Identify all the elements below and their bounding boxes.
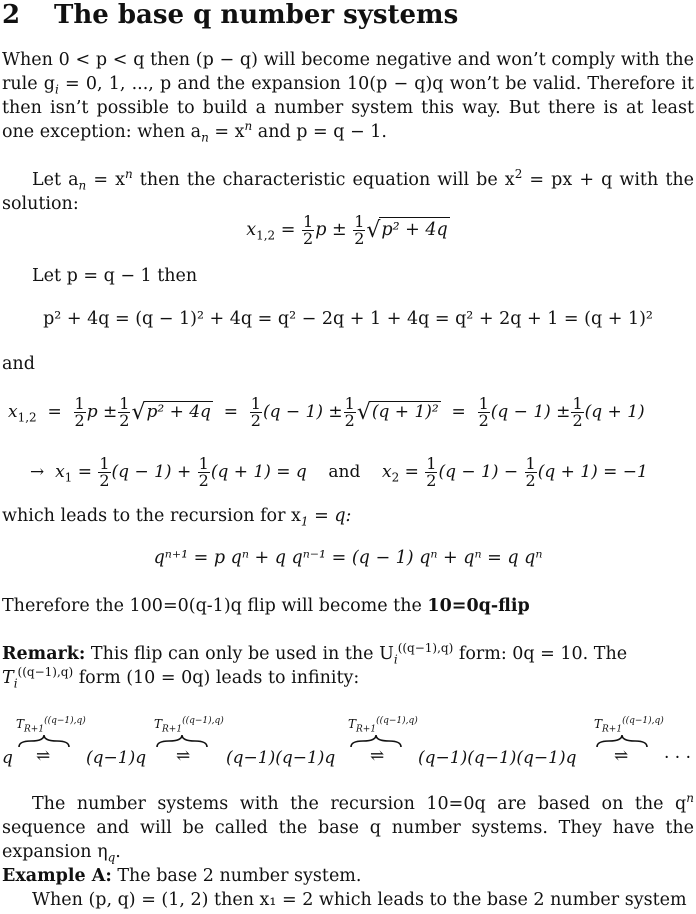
recursion-intro: which leads to the recursion for $x_1 = q$: bbox=[2, 506, 352, 529]
equation-recursion: qⁿ⁺¹ = p qⁿ + q qⁿ⁻¹ = (q − 1) qⁿ + qⁿ = q qⁿ bbox=[153, 548, 543, 568]
eq1-lhs: x bbox=[246, 220, 257, 240]
example-heading: Example A: The base 2 number system. bbox=[2, 866, 362, 886]
equation-solution: $x_{1,2}$ = $\frac{1}{2}$ p ± $\frac{1}{2}$ √p² + 4q bbox=[246, 212, 448, 248]
eq1-frac2: $\frac{1}{2}$ bbox=[354, 212, 365, 248]
char-text-d: = px + q with the solution: bbox=[2, 170, 694, 214]
intro-text-b: = 0, 1, ..., p and the expansion 10(p − q)q won’t be valid. Therefore it then isn’t possible to build a number system this way. But there is at least one exception: when a bbox=[2, 74, 694, 142]
intro-text-d: and p = q − 1. bbox=[252, 122, 387, 142]
and-word: and bbox=[2, 354, 35, 374]
equation-expand: p² + 4q = (q − 1)² + 4q = q² − 2q + 1 + 4q = q² + 2q + 1 = (q + 1)² bbox=[43, 309, 653, 329]
equation-roots-values: → $x_1$ = $\frac{1}{2}$ (q − 1) + $\frac{1}{2}$ (q + 1) = q and $x_2$ = $\frac{1}{2}$ (q − 1) − $\frac{1}{2}$ (q + 1) = −1 bbox=[30, 454, 648, 490]
flip-symbol-1: ⇌ bbox=[176, 746, 191, 766]
eq1-radicand: p² + 4q bbox=[381, 220, 448, 240]
flip-term-3: (q−1)(q−1)(q−1)q bbox=[418, 748, 577, 768]
flip-name: 10=0q-flip bbox=[427, 596, 530, 616]
paragraph-intro: When 0 < p < q then (p − q) will become negative and won’t comply with the rule $g_i = 0$, 1, ..., p and the expansion 10(p − q)q won’t be valid. Therefore it then isn’t possible to build a number system this way. But there is at least one exception: when $a_n = x^n$ and p = q − 1. bbox=[2, 50, 694, 145]
eq1-equals: = bbox=[275, 220, 301, 240]
flip-symbol-3: ⇌ bbox=[614, 746, 629, 766]
flip-label-2: $T_{R+1}^{((q-1),q)}$ bbox=[348, 716, 418, 735]
remark-paragraph: Remark: This flip can only be used in the $U_i^{((q-1),q)}$ form: 0q = 10. The $T_i^{((q-1),q)}$ form (10 = 0q) leads to infinity: bbox=[2, 641, 628, 691]
flip-label-3: $T_{R+1}^{((q-1),q)}$ bbox=[594, 716, 664, 735]
eq1-frac: $\frac{1}{2}$ bbox=[303, 212, 314, 248]
equation-roots: $x_{1,2}$ = $\frac{1}{2}$ p ± $\frac{1}{2}$ √p² + 4q = $\frac{1}{2}$ (q − 1) ± $\frac{1}{2}$ √(q + 1)² = $\frac{1}{2}$ (q − 1) ± $\frac{1}{2}$ (q + 1) bbox=[8, 394, 645, 430]
last-line: When (p, q) = (1, 2) then x₁ = 2 which leads to the base 2 number system bbox=[32, 890, 687, 910]
eq1-lhs-sub: 1,2 bbox=[256, 228, 276, 243]
section-heading bbox=[2, 0, 458, 30]
flip-chain bbox=[0, 714, 696, 774]
flip-term-1: (q−1)q bbox=[86, 748, 147, 768]
intro-text-c: = x bbox=[208, 122, 245, 142]
char-text-a: Let a bbox=[32, 170, 79, 190]
paragraph-characteristic: Let $a_n = x^n$ then the characteristic equation will be $x^2$ = px + q with the solution: bbox=[2, 167, 694, 214]
intro-text-a: When 0 < p < q then (p − q) will become negative and won’t comply with the rule g bbox=[2, 50, 694, 94]
paragraph-base-q: The number systems with the recursion 10=0q are based on the $q^n$ sequence and will be called the base q number systems. They have the expansion $\eta_q$. bbox=[2, 791, 694, 865]
char-text-c: then the characteristic equation will be x bbox=[132, 170, 515, 190]
flip-ellipsis: · · · bbox=[664, 748, 692, 768]
remark-label: Remark: bbox=[2, 644, 86, 664]
eq1-p: p ± bbox=[315, 220, 353, 240]
section-number: 2 bbox=[2, 0, 21, 30]
example-label: Example A: bbox=[2, 866, 112, 886]
section-title: The base q number systems bbox=[54, 0, 459, 30]
flip-label-1: $T_{R+1}^{((q-1),q)}$ bbox=[154, 716, 224, 735]
flip-line: Therefore the 100=0(q-1)q flip will become the 10=0q-flip bbox=[2, 596, 530, 616]
flip-symbol-2: ⇌ bbox=[370, 746, 385, 766]
flip-term-0: q bbox=[2, 748, 13, 768]
flip-label-0: $T_{R+1}^{((q-1),q)}$ bbox=[16, 716, 86, 735]
flip-term-2: (q−1)(q−1)q bbox=[226, 748, 336, 768]
char-text-b: = x bbox=[86, 170, 125, 190]
let-line: Let p = q − 1 then bbox=[32, 266, 198, 286]
flip-symbol-0: ⇌ bbox=[36, 746, 51, 766]
